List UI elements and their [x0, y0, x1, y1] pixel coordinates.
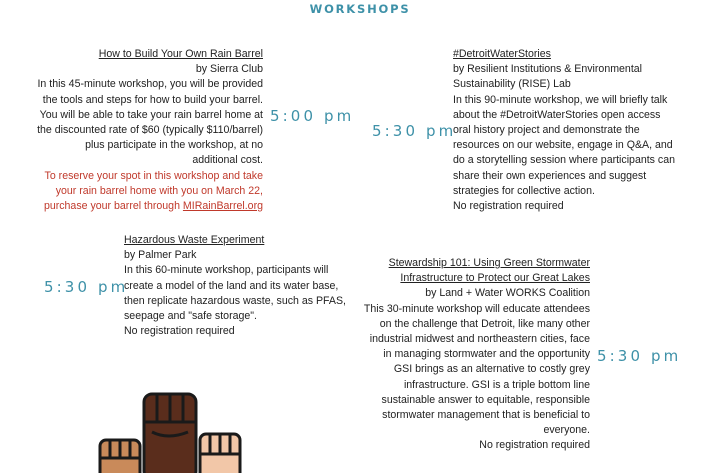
- workshop-time: 5:30 pm: [44, 278, 129, 296]
- workshop-time: 5:30 pm: [597, 347, 682, 365]
- workshop-time: 5:00 pm: [270, 107, 355, 125]
- desc-line: additional cost.: [192, 154, 263, 167]
- desc-line: industrial midwest and northeastern cities, face: [369, 333, 590, 346]
- desc-line: resources on our website, engage in Q&A, and: [453, 139, 673, 152]
- desc-line: You will be able to take your rain barrel home at: [39, 108, 263, 121]
- workshop-description: [30, 77, 263, 168]
- workshop-host: [453, 62, 693, 92]
- desc-line: In this 45-minute workshop, you will be provided: [37, 78, 263, 91]
- desc-line: In this 60-minute workshop, participants will: [124, 264, 329, 277]
- right-fist: [200, 434, 240, 473]
- note-text: purchase your barrel through: [43, 200, 183, 213]
- title-line: Infrastructure to Protect our Great Lakes: [400, 272, 590, 285]
- workshop-detroit-water-stories: [453, 47, 693, 214]
- workshop-rain-barrel: [30, 47, 263, 214]
- note-line: [30, 199, 263, 214]
- desc-line: seepage and "safe storage".: [124, 310, 257, 323]
- workshop-host: by Land + Water WORKS Coalition: [425, 287, 590, 300]
- host-line: Sustainability (RISE) Lab: [453, 78, 571, 91]
- desc-line: stormwater management that is beneficial to: [382, 409, 590, 422]
- workshop-stewardship-101: [358, 256, 590, 454]
- desc-line: the discounted rate of $60 (typically $110/barrel): [37, 124, 263, 137]
- registration-note: No registration required: [479, 439, 590, 452]
- workshop-description: [124, 263, 364, 324]
- note-line: To reserve your spot in this workshop and take: [44, 169, 263, 182]
- workshop-title[interactable]: Hazardous Waste Experiment: [124, 234, 265, 246]
- desc-line: then replicate hazardous waste, such as PFAS,: [124, 294, 347, 307]
- reservation-note: [30, 169, 263, 215]
- center-fist: [144, 394, 196, 473]
- workshop-hazardous-waste: [124, 233, 364, 339]
- desc-line: This 30-minute workshop will educate attendees: [363, 302, 590, 315]
- desc-line: infrastructure. GSI is a triple bottom line: [403, 378, 590, 391]
- registration-note: No registration required: [124, 325, 235, 338]
- desc-line: share their own experiences and suggest: [453, 169, 647, 182]
- desc-line: In this 90-minute workshop, we will briefly talk: [453, 93, 668, 106]
- workshop-host: by Palmer Park: [124, 249, 197, 262]
- note-line: your rain barrel home with you on March 22,: [55, 184, 263, 197]
- host-line: by Resilient Institutions & Environmental: [453, 63, 643, 76]
- desc-line: do a storytelling session where participants can: [453, 154, 675, 167]
- rain-barrel-link[interactable]: MIRainBarrel.org: [182, 200, 263, 213]
- desc-line: plus participate in the workshop, at no: [85, 139, 263, 152]
- desc-line: everyone.: [543, 424, 590, 437]
- desc-line: in managing stormwater and the opportunity: [383, 348, 590, 361]
- workshop-description: [453, 93, 693, 199]
- desc-line: create a model of the land and its water base,: [124, 279, 339, 292]
- workshop-title[interactable]: How to Build Your Own Rain Barrel: [98, 48, 263, 60]
- left-fist: [100, 440, 140, 473]
- desc-line: strategies for collective action.: [453, 184, 595, 197]
- desc-line: oral history project and demonstrate the: [453, 124, 640, 137]
- workshop-description: [358, 302, 590, 439]
- desc-line: on the challenge that Detroit, like many other: [379, 317, 590, 330]
- desc-line: sustainable answer to equitable, responsible: [381, 393, 590, 406]
- title-line: Stewardship 101: Using Green Stormwater: [388, 257, 590, 269]
- workshop-title[interactable]: #DetroitWaterStories: [453, 48, 551, 60]
- workshop-title[interactable]: [358, 256, 590, 286]
- section-title: WORKSHOPS: [309, 2, 411, 16]
- desc-line: the tools and steps for how to build your barrel.: [42, 93, 263, 106]
- workshop-time: 5:30 pm: [372, 122, 457, 140]
- raised-fists-icon: [96, 388, 246, 473]
- workshop-host: by Sierra Club: [195, 63, 263, 76]
- desc-line: GSI brings as an alternative to costly grey: [393, 363, 590, 376]
- desc-line: about the #DetroitWaterStories open access: [453, 108, 661, 121]
- registration-note: No registration required: [453, 200, 564, 213]
